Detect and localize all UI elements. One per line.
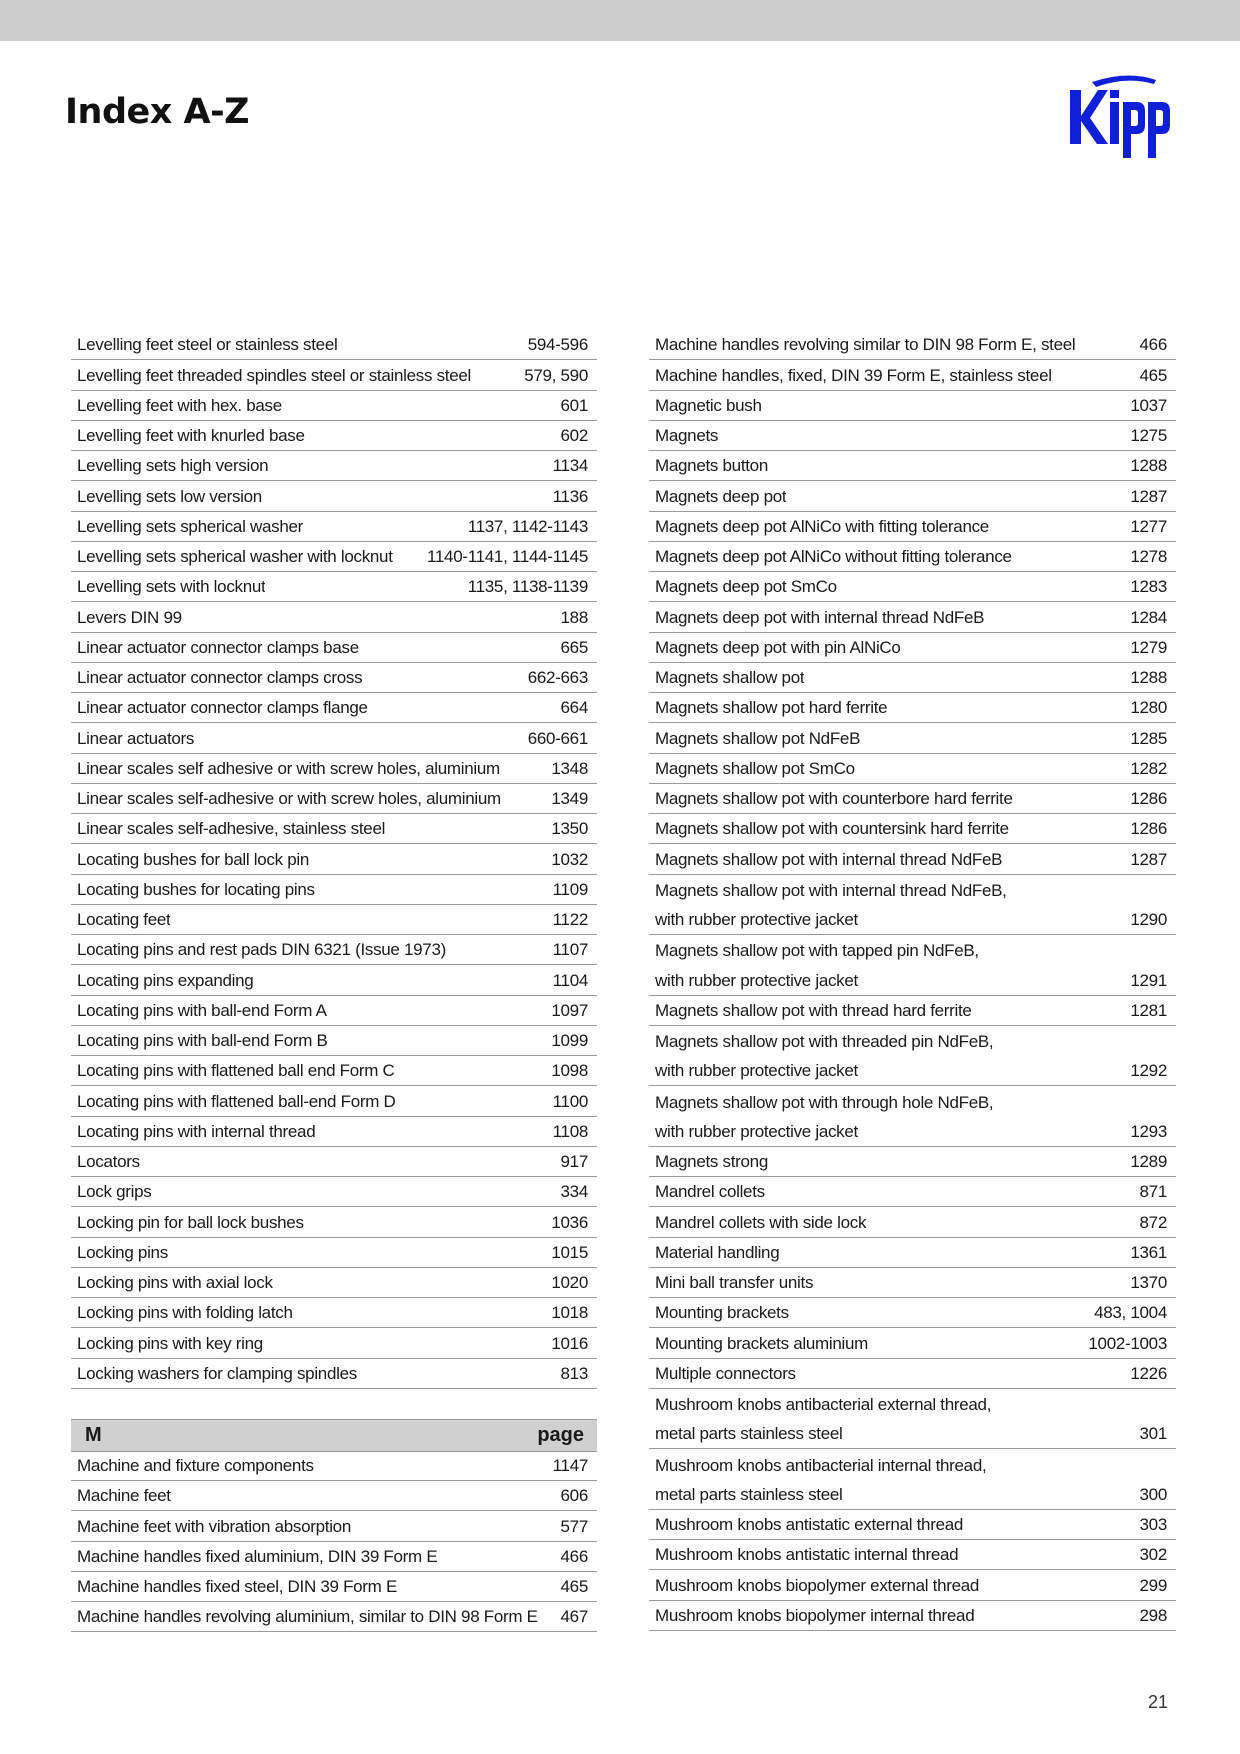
index-row <box>71 451 597 481</box>
index-row <box>649 572 1176 602</box>
index-entry-name: Mounting brackets <box>655 1303 789 1323</box>
index-entry-name: Levelling sets spherical washer <box>77 516 303 536</box>
index-row <box>71 542 597 572</box>
index-entry-page: 1279 <box>1130 637 1167 657</box>
right-entries <box>649 330 1176 1631</box>
index-entry-name: Levelling feet with hex. base <box>77 395 282 415</box>
index-entry-page: 1097 <box>551 1000 588 1020</box>
index-row <box>71 602 597 632</box>
index-row <box>649 1207 1176 1237</box>
index-entry-name: Material handling <box>655 1242 780 1262</box>
index-row <box>71 633 597 663</box>
index-entry-name: Machine handles fixed steel, DIN 39 Form E <box>77 1577 397 1596</box>
index-entry-name: Machine and fixture components <box>77 1456 314 1475</box>
index-entry-name: Locating feet <box>77 910 171 929</box>
index-row <box>649 935 1176 965</box>
index-row <box>71 512 597 542</box>
index-entry-page: 465 <box>560 1577 588 1596</box>
index-entry-name: Lock grips <box>77 1182 152 1202</box>
index-entry-name: Magnets shallow pot with internal thread NdFeB <box>655 849 1003 869</box>
page-title: Index A-Z <box>65 92 249 132</box>
index-row <box>71 1026 597 1056</box>
index-entry-name: Levers DIN 99 <box>77 607 182 627</box>
index-row <box>649 905 1176 935</box>
index-row <box>649 542 1176 572</box>
index-entry-name: Locking pins with key ring <box>77 1333 263 1353</box>
index-entry-page: 1147 <box>552 1456 588 1475</box>
index-entry-page: 871 <box>1139 1182 1167 1202</box>
index-entry-name: with rubber protective jacket <box>655 970 858 990</box>
index-entry-page: 601 <box>560 395 588 415</box>
index-row <box>649 1480 1176 1510</box>
index-entry-page: 602 <box>560 426 588 445</box>
index-entry-page: 334 <box>560 1182 588 1202</box>
index-entry-name: Mushroom knobs biopolymer external thread <box>655 1575 980 1595</box>
index-entry-page: 1282 <box>1130 758 1167 778</box>
index-row <box>649 1268 1176 1298</box>
index-entry-page: 1292 <box>1130 1061 1167 1081</box>
index-entry-page: 1032 <box>551 849 588 869</box>
index-entry-page: 298 <box>1139 1605 1167 1625</box>
index-entry-name: Locating pins with internal thread <box>77 1121 316 1141</box>
index-row <box>649 844 1176 874</box>
index-entry-page: 1002-1003 <box>1088 1333 1167 1353</box>
section-page-label: page <box>537 1423 584 1446</box>
index-row <box>649 1389 1176 1419</box>
index-row <box>649 784 1176 814</box>
index-entry-name: Mushroom knobs biopolymer internal thread <box>655 1605 975 1625</box>
index-row <box>649 1359 1176 1389</box>
index-entry-name: metal parts stainless steel <box>655 1484 843 1504</box>
index-row <box>71 1542 597 1572</box>
index-entry-page: 466 <box>560 1546 588 1566</box>
index-entry-page: 1099 <box>551 1031 588 1050</box>
index-entry-name: Linear scales self-adhesive, stainless steel <box>77 819 386 839</box>
index-row <box>649 1056 1176 1086</box>
index-entry-name: Multiple connectors <box>655 1363 796 1383</box>
index-entry-page: 1015 <box>551 1242 588 1262</box>
index-entry-name: Machine feet with vibration absorption <box>77 1516 351 1536</box>
index-row <box>71 1328 597 1358</box>
index-row <box>71 723 597 753</box>
index-entry-name: Mandrel collets <box>655 1182 765 1202</box>
index-row <box>71 572 597 602</box>
index-entry-page: 577 <box>560 1516 588 1536</box>
index-entry-page: 1122 <box>552 910 588 929</box>
index-entry-page: 466 <box>1139 335 1167 355</box>
index-entry-page: 1100 <box>552 1091 588 1111</box>
index-row <box>649 754 1176 784</box>
index-entry-name: Locating pins and rest pads DIN 6321 (Issue 1973) <box>77 940 446 960</box>
index-entry-page: 301 <box>1139 1424 1167 1444</box>
index-row <box>71 1572 597 1602</box>
index-row <box>649 360 1176 390</box>
index-row <box>71 330 597 360</box>
index-row <box>71 844 597 874</box>
index-entry-name: Linear actuator connector clamps flange <box>77 698 368 718</box>
index-entry-name: Mounting brackets aluminium <box>655 1333 868 1353</box>
index-row <box>649 1419 1176 1449</box>
index-entry-name: Levelling feet with knurled base <box>77 426 305 445</box>
index-row <box>649 1601 1176 1631</box>
index-row <box>71 421 597 451</box>
index-row <box>649 633 1176 663</box>
index-entry-page: 1349 <box>551 789 588 808</box>
index-entry-page: 1037 <box>1130 395 1167 415</box>
index-entry-page: 1288 <box>1130 668 1167 687</box>
index-entry-name: Locking washers for clamping spindles <box>77 1363 357 1383</box>
index-entry-name: Locating pins with ball-end Form A <box>77 1000 327 1020</box>
index-entry-page: 1348 <box>551 758 588 778</box>
index-entry-page: 1286 <box>1130 789 1167 808</box>
index-row <box>649 1540 1176 1570</box>
index-row <box>71 693 597 723</box>
index-entry-page: 1291 <box>1130 970 1167 990</box>
index-entry-name: Magnets deep pot <box>655 486 787 506</box>
index-entry-page: 1287 <box>1130 486 1167 506</box>
index-entry-name: Locating pins expanding <box>77 970 254 990</box>
index-row <box>649 451 1176 481</box>
section-header-m <box>71 1419 597 1452</box>
section-letter: M <box>85 1423 102 1446</box>
index-row <box>649 814 1176 844</box>
index-row <box>649 512 1176 542</box>
index-entry-name: Magnets shallow pot with tapped pin NdFeB, <box>655 941 979 961</box>
index-row <box>71 391 597 421</box>
index-entry-name: Mushroom knobs antistatic external thread <box>655 1515 964 1534</box>
index-row <box>71 1086 597 1116</box>
index-row <box>71 996 597 1026</box>
left-entries-bottom <box>71 1451 597 1633</box>
index-row <box>71 814 597 844</box>
index-entry-name: Linear actuator connector clamps cross <box>77 668 363 687</box>
index-entry-page: 1290 <box>1130 910 1167 929</box>
index-row <box>71 1238 597 1268</box>
index-entry-name: Locking pin for ball lock bushes <box>77 1212 304 1232</box>
index-row <box>71 1481 597 1511</box>
index-entry-name: Locators <box>77 1152 140 1171</box>
index-row <box>71 1451 597 1481</box>
index-entry-page: 594-596 <box>527 335 588 355</box>
left-index-column <box>71 330 597 1632</box>
index-entry-name: Machine feet <box>77 1486 171 1506</box>
index-row <box>71 935 597 965</box>
index-entry-page: 1284 <box>1130 607 1167 627</box>
index-entry-name: Magnets shallow pot with counterbore hard ferrite <box>655 789 1013 808</box>
index-entry-name: Locating bushes for ball lock pin <box>77 849 310 869</box>
index-entry-name: Magnets deep pot with pin AlNiCo <box>655 637 901 657</box>
index-row <box>649 693 1176 723</box>
index-entry-name: with rubber protective jacket <box>655 1121 858 1141</box>
index-entry-name: with rubber protective jacket <box>655 910 858 929</box>
index-row <box>649 723 1176 753</box>
index-entry-name: Mushroom knobs antistatic internal thread <box>655 1545 959 1565</box>
index-row <box>71 784 597 814</box>
index-row <box>649 1086 1176 1116</box>
section-gap <box>71 1389 597 1419</box>
index-entry-name: Magnets shallow pot NdFeB <box>655 728 861 748</box>
index-entry-name: Locking pins with axial lock <box>77 1273 273 1292</box>
index-entry-name: Mushroom knobs antibacterial external thread, <box>655 1395 992 1414</box>
index-entry-name: Levelling feet threaded spindles steel or stainless steel <box>77 365 471 385</box>
index-entry-name: Locating bushes for locating pins <box>77 879 315 899</box>
index-row <box>71 1511 597 1541</box>
index-entry-page: 662-663 <box>527 668 588 687</box>
index-entry-name: Linear actuator connector clamps base <box>77 637 359 657</box>
index-entry-name: Levelling sets spherical washer with locknut <box>77 547 393 566</box>
index-entry-name: Linear scales self adhesive or with screw holes, aluminium <box>77 758 500 778</box>
index-entry-page: 1109 <box>552 879 588 899</box>
index-entry-page: 1135, 1138-1139 <box>467 577 588 597</box>
index-row <box>649 965 1176 995</box>
index-row <box>71 1268 597 1298</box>
index-entry-name: Locating pins with flattened ball-end Form D <box>77 1091 396 1111</box>
index-entry-name: metal parts stainless steel <box>655 1424 843 1444</box>
index-entry-name: Levelling sets with locknut <box>77 577 266 597</box>
index-row <box>649 1177 1176 1207</box>
index-entry-name: Magnets deep pot SmCo <box>655 577 837 597</box>
index-entry-name: Linear scales self-adhesive or with screw holes, aluminium <box>77 789 501 808</box>
index-entry-name: Magnets strong <box>655 1152 768 1171</box>
index-entry-page: 1107 <box>552 940 588 960</box>
index-row <box>71 1147 597 1177</box>
index-entry-page: 1140-1141, 1144-1145 <box>427 547 588 566</box>
index-entry-name: Mini ball transfer units <box>655 1273 814 1292</box>
index-entry-page: 1018 <box>551 1303 588 1323</box>
index-entry-page: 917 <box>560 1152 588 1171</box>
index-row <box>71 1207 597 1237</box>
index-entry-name: Levelling sets high version <box>77 456 269 476</box>
index-entry-name: Magnets deep pot with internal thread NdFeB <box>655 607 985 627</box>
index-row <box>649 1570 1176 1600</box>
index-row <box>71 1602 597 1632</box>
index-entry-page: 1134 <box>552 456 588 476</box>
index-row <box>649 1026 1176 1056</box>
index-row <box>649 996 1176 1026</box>
index-entry-page: 1286 <box>1130 819 1167 839</box>
index-entry-name: Magnets shallow pot with through hole NdFeB, <box>655 1092 994 1112</box>
index-entry-page: 1285 <box>1130 728 1167 748</box>
index-entry-page: 1288 <box>1130 456 1167 476</box>
top-band <box>0 0 1240 41</box>
index-entry-name: Magnets shallow pot with internal thread NdFeB, <box>655 880 1007 900</box>
left-entries-top <box>71 330 597 1389</box>
index-entry-name: Magnets shallow pot with thread hard ferrite <box>655 1000 972 1020</box>
index-row <box>649 1510 1176 1540</box>
index-entry-name: Magnets deep pot AlNiCo without fitting tolerance <box>655 547 1012 566</box>
index-row <box>71 1177 597 1207</box>
index-entry-page: 1104 <box>552 970 588 990</box>
index-row <box>649 481 1176 511</box>
index-entry-name: Levelling feet steel or stainless steel <box>77 335 338 355</box>
index-entry-page: 1137, 1142-1143 <box>467 516 588 536</box>
index-row <box>71 905 597 935</box>
index-entry-page: 1289 <box>1130 1152 1167 1171</box>
index-entry-page: 1136 <box>552 486 588 506</box>
index-entry-page: 1278 <box>1130 547 1167 566</box>
index-entry-page: 813 <box>560 1363 588 1383</box>
index-row <box>71 481 597 511</box>
index-row <box>649 875 1176 905</box>
index-entry-name: Mushroom knobs antibacterial internal thread, <box>655 1455 987 1475</box>
index-entry-page: 1283 <box>1130 577 1167 597</box>
index-entry-page: 1277 <box>1130 516 1167 536</box>
index-entry-name: Machine handles, fixed, DIN 39 Form E, stainless steel <box>655 365 1052 385</box>
index-entry-name: Magnetic bush <box>655 395 762 415</box>
index-entry-name: Levelling sets low version <box>77 486 262 506</box>
index-entry-page: 660-661 <box>527 728 588 748</box>
index-entry-page: 465 <box>1139 365 1167 385</box>
index-entry-page: 1287 <box>1130 849 1167 869</box>
index-entry-page: 1281 <box>1130 1000 1167 1020</box>
page-number: 21 <box>1148 1692 1169 1712</box>
index-entry-page: 1280 <box>1130 698 1167 718</box>
index-row <box>649 1117 1176 1147</box>
index-row <box>71 1117 597 1147</box>
index-entry-page: 1361 <box>1130 1242 1167 1262</box>
index-entry-page: 467 <box>560 1607 588 1627</box>
index-row <box>649 1328 1176 1358</box>
index-row <box>649 421 1176 451</box>
index-entry-name: Magnets button <box>655 456 768 476</box>
index-entry-name: Magnets shallow pot with threaded pin NdFeB, <box>655 1032 994 1051</box>
index-entry-name: Magnets shallow pot with countersink hard ferrite <box>655 819 1009 839</box>
index-entry-page: 1036 <box>551 1212 588 1232</box>
index-row <box>71 663 597 693</box>
index-entry-name: Linear actuators <box>77 728 195 748</box>
index-entry-name: Mandrel collets with side lock <box>655 1212 867 1232</box>
index-entry-page: 483, 1004 <box>1094 1303 1167 1323</box>
index-entry-page: 579, 590 <box>524 365 588 385</box>
index-row <box>649 1449 1176 1479</box>
index-row <box>649 1238 1176 1268</box>
index-entry-page: 1108 <box>552 1121 588 1141</box>
index-row <box>649 602 1176 632</box>
index-entry-name: Machine handles fixed aluminium, DIN 39 Form E <box>77 1546 438 1566</box>
index-row <box>71 965 597 995</box>
index-row <box>71 1298 597 1328</box>
index-entry-page: 1350 <box>551 819 588 839</box>
index-row <box>649 391 1176 421</box>
index-row <box>649 663 1176 693</box>
kipp-logo-icon <box>1068 72 1180 162</box>
index-entry-page: 1275 <box>1130 426 1167 445</box>
index-row <box>71 1359 597 1389</box>
index-entry-page: 606 <box>560 1486 588 1506</box>
index-entry-page: 1020 <box>551 1273 588 1292</box>
index-entry-name: Magnets <box>655 426 719 445</box>
index-entry-page: 1016 <box>551 1333 588 1353</box>
index-entry-name: Machine handles revolving aluminium, similar to DIN 98 Form E <box>77 1607 538 1627</box>
index-entry-page: 872 <box>1139 1212 1167 1232</box>
index-entry-page: 303 <box>1139 1515 1167 1534</box>
index-entry-page: 1226 <box>1130 1363 1167 1383</box>
index-row <box>71 1056 597 1086</box>
index-row <box>71 754 597 784</box>
index-entry-page: 302 <box>1139 1545 1167 1565</box>
right-index-column <box>649 330 1176 1631</box>
index-entry-name: Magnets deep pot AlNiCo with fitting tolerance <box>655 516 989 536</box>
index-entry-page: 1293 <box>1130 1121 1167 1141</box>
index-row <box>71 875 597 905</box>
index-entry-name: Locking pins with folding latch <box>77 1303 293 1323</box>
index-entry-name: Locating pins with flattened ball end Form C <box>77 1061 395 1081</box>
index-entry-name: Magnets shallow pot hard ferrite <box>655 698 888 718</box>
index-entry-name: Locating pins with ball-end Form B <box>77 1031 328 1050</box>
index-entry-name: Locking pins <box>77 1242 168 1262</box>
index-row <box>649 330 1176 360</box>
index-entry-name: Machine handles revolving similar to DIN 98 Form E, steel <box>655 335 1076 355</box>
index-entry-page: 300 <box>1139 1484 1167 1504</box>
index-entry-page: 188 <box>560 607 588 627</box>
index-entry-name: with rubber protective jacket <box>655 1061 858 1081</box>
index-row <box>71 360 597 390</box>
index-entry-page: 1370 <box>1130 1273 1167 1292</box>
index-entry-page: 1098 <box>551 1061 588 1081</box>
index-row <box>649 1147 1176 1177</box>
index-entry-name: Magnets shallow pot SmCo <box>655 758 855 778</box>
index-entry-page: 299 <box>1139 1575 1167 1595</box>
index-entry-page: 664 <box>560 698 588 718</box>
index-entry-page: 665 <box>560 637 588 657</box>
index-row <box>649 1298 1176 1328</box>
index-entry-name: Magnets shallow pot <box>655 668 805 687</box>
